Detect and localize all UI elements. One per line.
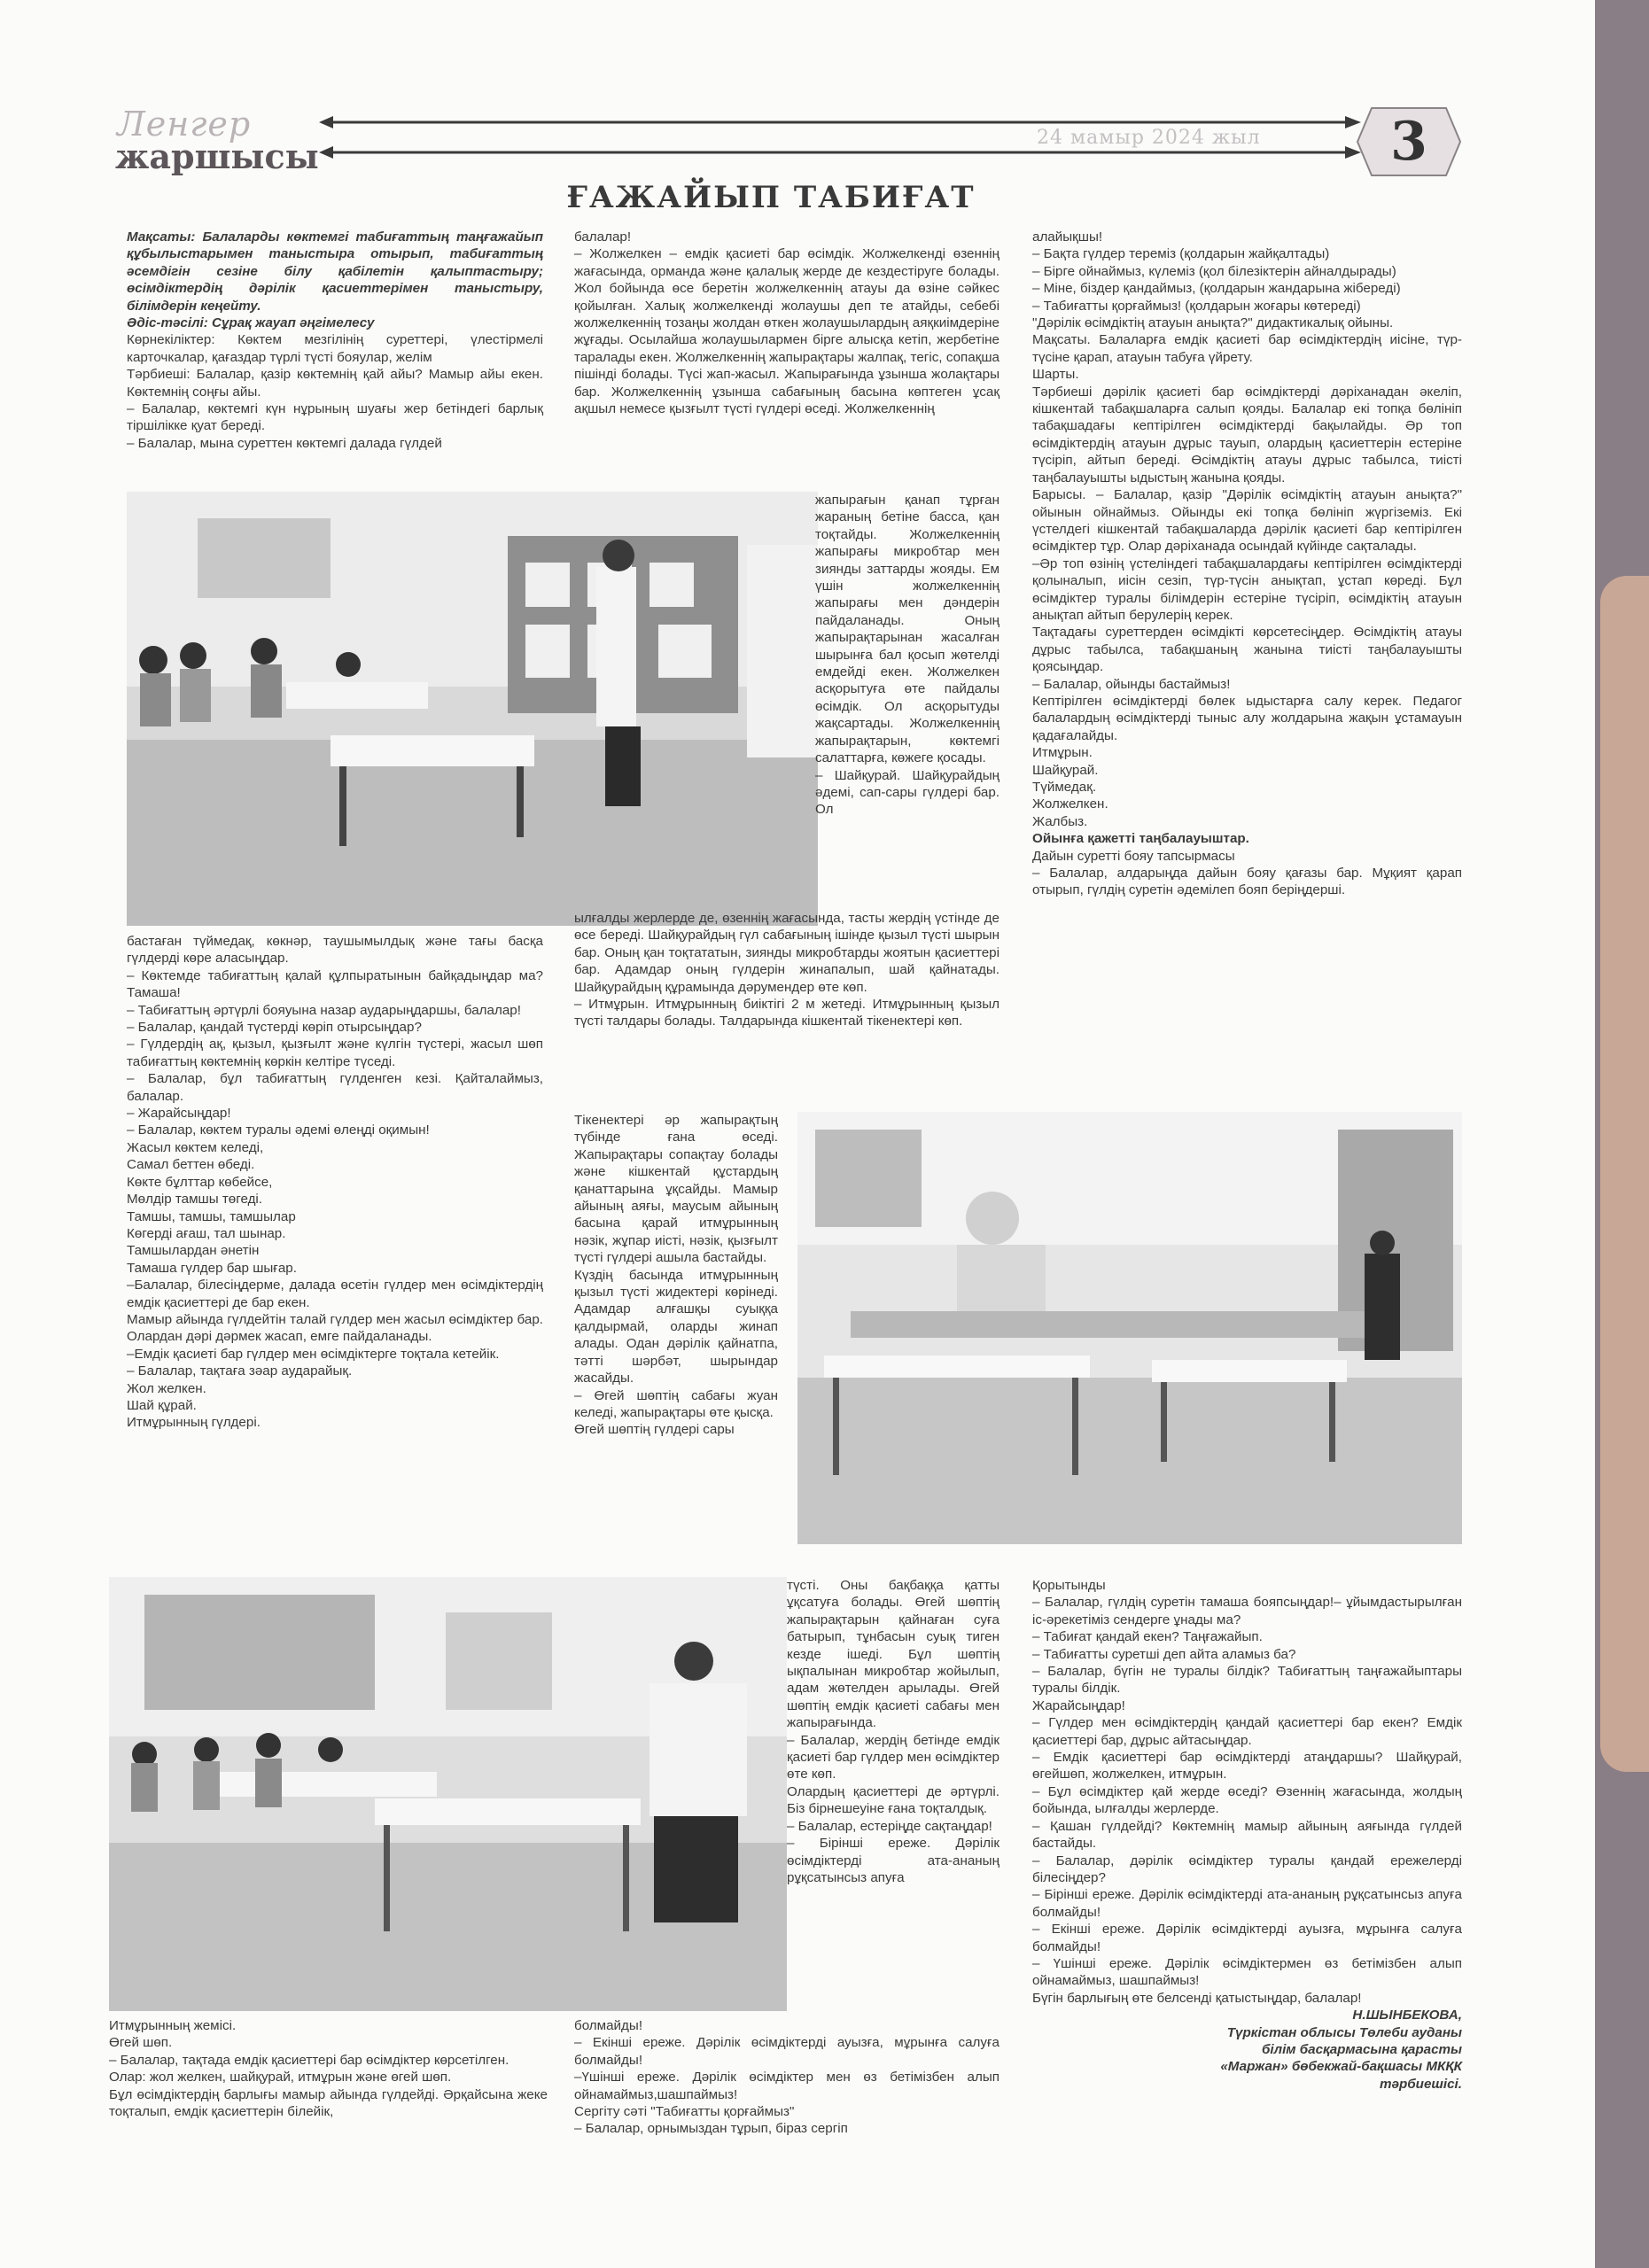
author-affiliation-2: білім басқармасына қарасты — [1262, 2041, 1462, 2057]
classroom-photo-1 — [127, 492, 818, 926]
paragraph: – Балалар, естеріңде сақтаңдар! — [787, 1818, 992, 1834]
goal-paragraph: Мақсаты: Балаларды көктемгі табиғаттың таңғажайып құбылыстарымен таныстыра отырып, табиғаттың әсемдігін сезіне білу қабілетін қалыптастыру; өсімдіктердің дәрілік қасиеттерімен таныстыру, білімдерін кеңейту. — [127, 229, 543, 314]
list-item: Шай құрай. — [127, 1397, 197, 1413]
paragraph: – Бірге ойнаймыз, күлеміз (қол білезіктерін айналдырады) — [1032, 263, 1396, 279]
paragraph: Сергіту сәті "Табиғатты қорғаймыз" — [574, 2104, 795, 2120]
poem-line: Көкте бұлттар көбейсе, — [127, 1174, 273, 1190]
paragraph: Тікенектері әр жапырақтың түбінде ғана өседі. Жапырақтары сопақтау болады және кішкентай құстардың қанаттарына ұқсайды. Мамыр айының аяғы, маусым айының басына қарай итмұрынның нәзік, жұпар иісті, нәзік, қызғылт түсті гүлдері ашыла бастайды. — [574, 1113, 778, 1266]
author-affiliation-4: тәрбиешісі. — [1380, 2076, 1462, 2092]
author-affiliation-1: Түркістан облысы Төлеби ауданы — [1226, 2024, 1462, 2040]
paragraph: – Бұл өсімдіктер қай жерде өседі? Өзеннің жағасында, жолдың бойында, ылғалды жерлерде. — [1032, 1783, 1462, 1817]
author-affiliation-3: «Маржан» бөбекжай-бақшасы МКҚК — [1220, 2059, 1462, 2075]
paragraph: – Бақта гүлдер тереміз (қолдарын жайқалтады) — [1032, 246, 1330, 262]
list-item: Жол желкен. — [127, 1380, 206, 1396]
paragraph: Мақсаты. Балаларға емдік қасиеті бар өсімдіктердің иісіне, түр-түсіне қарап, атауын табуға үйрету. — [1032, 332, 1462, 365]
paragraph: Олардың қасиеттері де әртүрлі. Біз бірнешеуіне ғана тоқталдық. — [787, 1783, 1000, 1817]
list-item: Шайқурай. — [1032, 762, 1099, 778]
paragraph: Бүгін барлығың өте белсенді қатыстыңдар, балалар! — [1032, 1990, 1362, 2006]
paragraph: Олар: жол желкен, шайқурай, итмұрын және өгей шөп. — [109, 2070, 452, 2085]
poem-line: Тамшылардан әнетін — [127, 1243, 260, 1259]
paragraph: – Екінші ереже. Дәрілік өсімдіктерді ауызға, мұрынға салуға болмайды! — [1032, 1922, 1462, 1954]
list-item: Жалбыз. — [1032, 813, 1088, 829]
paragraph: – Балалар, бұл табиғаттың гүлденген кезі. Қайталаймыз, балалар. — [127, 1071, 543, 1104]
paragraph: – Бірінші ереже. Дәрілік өсімдіктерді ата-ананың рұқсатынсыз апуға — [787, 1836, 1000, 1885]
subheading: Қорытынды — [1032, 1578, 1106, 1593]
col1-top — [127, 229, 543, 452]
paragraph: Жарайсыңдар! — [1032, 1697, 1125, 1713]
paragraph: – Балалар, тақтада емдік қасиеттері бар өсімдіктер көрсетілген. — [109, 2052, 509, 2068]
col2-narrow — [815, 492, 1000, 819]
paragraph: Күздің басында итмұрынның қызыл түсті жидектері көрінеді. Адамдар алғашқы суыққа қалдырмай, оларды жинап алады. Одан дәрілік қайнатпа, тәтті шәрбәт, шырындар жасайды. — [574, 1267, 778, 1386]
paragraph: – Үшінші ереже. Дәрілік өсімдіктермен өз бетімізбен алып ойнамаймыз, шашпаймыз! — [1032, 1955, 1462, 1989]
paragraph: – Өгей шөптің сабағы жуан келеді, жапырақтары өте қысқа. — [574, 1387, 778, 1420]
masthead-bottom: жаршысы — [115, 136, 319, 176]
paragraph: – Көктемде табиғаттың қалай құлпыратынын байқадыңдар ма? Тамаша! — [127, 967, 543, 1001]
col3-top — [1032, 229, 1462, 899]
list-item: Итмұрын. — [1032, 745, 1093, 761]
paragraph: – Балалар, жердің бетінде емдік қасиеті бар гүлдер мен өсімдіктер өте көп. — [787, 1732, 1000, 1783]
paragraph: – Екінші ереже. Дәрілік өсімдіктерді ауызға, мұрынға салуға болмайды! — [574, 2035, 1000, 2068]
paragraph: – Балалар, бүгін не туралы білдік? Табиғаттың таңғажайыптары туралы білдік. — [1032, 1664, 1462, 1697]
paragraph: Тәрбиеші дәрілік қасиеті бар өсімдіктерді дәріханадан әкеліп, кішкентай табақшаларға салып қояды. Балалар екі топқа бөлініп табақшадағы кептірілген өсімдіктерді бақылайды. Әр топ өсімдіктердің атауын дұрыс тауып, олардың қасиеттерін естеріне түсіріп, айтып береді. Өсімдіктің атауы дұрыс табылса, тиісті таңбалауышты ыдыстың жанына қояды. — [1032, 384, 1462, 485]
paragraph: – Бірінші ереже. Дәрілік өсімдіктерді ата-ананың рұқсатынсыз апуға болмайды! — [1032, 1887, 1462, 1920]
poem-line: Тамаша гүлдер бар шығар. — [127, 1260, 297, 1276]
game-title: "Дәрілік өсімдіктің атауын анықта?" дидактикалық ойыны. — [1032, 315, 1394, 331]
paragraph: түсті. Оны бақбаққа қатты ұқсатуға болады. Өгей шөптің жапырақтарын қайнаған суға батырып, тұнбасын суық тиген кезде ішеді. Бұл шөптің ықпалынан микробтар жойылып, адам жөтелден арылады. Өгей шөптің емдік қасиеті сабағы мен жапырағында. — [787, 1578, 1000, 1731]
list-item: Жолжелкен. — [1032, 796, 1108, 812]
paragraph: – Табиғатты қорғаймыз! (қолдарын жоғары көтереді) — [1032, 298, 1361, 314]
paragraph: – Табиғатты суретші деп айта аламыз ба? — [1032, 1646, 1296, 1662]
paragraph: – Табиғаттың әртүрлі бояуына назар аударыңдаршы, балалар! — [127, 1002, 521, 1018]
paragraph: – Итмұрын. Итмұрынның биіктігі 2 м жетеді. Итмұрынның қызыл түсті талдары болады. Талдарында кішкентай тікенектері көп. — [574, 997, 1000, 1029]
paragraph: –Балалар, білесіңдерме, далада өсетін гүлдер мен өсімдіктердің емдік қасиеттері де бар екен. — [127, 1278, 543, 1310]
paragraph: – Балалар, алдарыңда дайын бояу қағазы бар. Мұқият қарап отырып, гүлдің суретін әдемілеп бояп беріңдерші. — [1032, 866, 1462, 898]
paragraph: болмайды! — [574, 2018, 643, 2033]
hand-edge — [1600, 576, 1649, 1772]
paragraph: – Жолжелкен – емдік қасиеті бар өсімдік. Жолжелкенді өзеннің жағасында, орманда және қалалық жерде де кездестіруге болады. Жол бойында өсе беретін жолжелкеннің атауы да өзіне сәйкес қойылған. Халық жолжелкенді жолаушы деп те атайды, себебі жолжелкеннің тозаңы жолдан өткен жолаушылардың аяқкиімдеріне жұғады. Осылайша жолаушылармен бірге алысқа кетіп, жербетіне таралады екен. Жолжелкеннің жапырақтары жалпақ, тегіс, сопақша пішінді болады. Түсі жап-жасыл. Жапырағында ұзынша жолақтары бар. Жолжелкеннің ұзынша сабағының басына көптеген ұсақ ақшыл немесе қызғылт түсті гүлдері өседі. Жолжелкеннің — [574, 246, 1000, 417]
subheading: Ойынға қажетті таңбалауыштар. — [1032, 831, 1249, 847]
paragraph: алайықшы! — [1032, 229, 1103, 245]
col1-mid — [127, 933, 543, 1432]
paragraph: бастаған түймедақ, көкнәр, таушымылдық және тағы басқа гүлдерді көре аласыңдар. — [127, 934, 543, 967]
paragraph: – Балалар, орнымыздан тұрып, біраз сергіп — [574, 2121, 848, 2137]
list-item: Итмұрынның жемісі. — [109, 2018, 237, 2033]
paragraph: –Үшінші ереже. Дәрілік өсімдіктер мен өз бетімізбен алып ойнамаймыз,шашпаймыз! — [574, 2070, 1000, 2102]
poem-line: Самал беттен өбеді. — [127, 1157, 255, 1173]
paragraph: – Емдік қасиеттері бар өсімдіктерді атаңдаршы? Шайқурай, өгейшөп, жолжелкен, итмұрын. — [1032, 1750, 1462, 1783]
col1-bottom — [109, 2017, 548, 2120]
paragraph: Дайын суретті бояу тапсырмасы — [1032, 848, 1235, 864]
poem-line: Тамшы, тамшы, тамшылар — [127, 1208, 296, 1224]
list-item: Түймедақ. — [1032, 780, 1097, 795]
poem-line: Көгерді ағаш, тал шынар. — [127, 1225, 286, 1241]
col3-bottom — [1032, 1577, 1462, 2093]
col2-narrow-2 — [574, 1112, 778, 1439]
poem-line: Мөлдір тамшы төгеді. — [127, 1192, 263, 1208]
paragraph: Мамыр айында гүлдейтін талай гүлдер мен жасыл өсімдіктер бар. Олардан дәрі дәрмек жасап, емге пайдаланады. — [127, 1311, 543, 1345]
paragraph: – Балалар, гүлдің суретін тамаша бояпсыңдар!– ұйымдастырылған іс-әрекетіміз сендерге ұнады ма? — [1032, 1595, 1462, 1627]
paragraph: Тәрбиеші: Балалар, қазір көктемнің қай айы? Мамыр айы екен. Көктемнің соңғы айы. — [127, 367, 543, 400]
paragraph: – Балалар, мына суреттен көктемгі далада гүлдей — [127, 435, 442, 451]
paragraph: Өгей шөптің гүлдері сары — [574, 1422, 735, 1438]
paragraph: ылғалды жерлерде де, өзеннің жағасында, тасты жердің үстінде де өсе береді. Шайқурайдың гүл сабағының ішінде қызыл түсті шырын бар. Оның қан тоқтататын, зиянды микробтарды жоятын қасиеттері бар. Адамдар оның гүлдерін жинапалып, шай қайнатады. Шайқурайдың құрамында дәрумендер өте көп. — [574, 911, 1000, 995]
col2-bottom-narrow — [787, 1577, 1000, 1886]
col2-bottom — [574, 2017, 1000, 2138]
masthead — [106, 105, 337, 175]
paragraph: Бұл өсімдіктердің барлығы мамыр айында гүлдейді. Әрқайсына жеке тоқталып, емдік қасиеттерін білейік, — [109, 2086, 548, 2120]
paragraph: – Балалар, дәрілік өсімдіктер туралы қандай ережелерді білесіңдер? — [1032, 1852, 1462, 1885]
paragraph: жапырағын қанап тұрған жараның бетіне басса, қан тоқтайды. Жолжелкеннің жапырағы микробтар мен зиянды заттарды жояды. Ем үшін жолжелкеннің жапырағы мен дәндерін пайдаланады. Оның жапырақтарынан жасалған шырынға бал қосып жөтелді емдейді екен. Жолжелкен асқорытуға өте пайдалы өсімдік. Ол асқорытуды жақсартады. Жолжелкеннің жапырақтарын, көктемгі салаттарға, көжеге қосады. — [815, 493, 1000, 766]
list-item: Итмұрынның гүлдері. — [127, 1415, 261, 1431]
paragraph: – Гүлдер мен өсімдіктердің қандай қасиеттері бар екен? Емдік қасиеттері бар, дұрыс айтасыңдар. — [1032, 1715, 1462, 1748]
scan-background — [1595, 0, 1649, 2268]
list-item: Өгей шөп. — [109, 2035, 173, 2051]
paragraph: – Міне, біздер қандаймыз, (қолдарын жандарына жібереді) — [1032, 281, 1401, 297]
page-number-box — [1356, 105, 1462, 179]
paragraph: – Балалар, ойынды бастаймыз! — [1032, 676, 1231, 692]
col2-top — [574, 229, 1000, 417]
header-date: 24 мамыр 2024 жыл — [1037, 127, 1261, 149]
paragraph: Тақтадағы суреттерден өсімдікті көрсетесіңдер. Өсімдіктің атауы дұрыс табылса, табақшаның жанына тиісті таңбалауышты қоясыңдар. — [1032, 625, 1462, 675]
col2-mid — [574, 910, 1000, 1030]
paragraph: – Шайқурай. Шайқурайдың әдемі, сап-сары гүлдері бар. Ол — [815, 767, 1000, 818]
visuals-line: Көрнекіліктер: Көктем мезгілінің суреттері, үлестірмелі карточкалар, қағаздар түрлі түсті бояулар, желім — [127, 332, 543, 365]
paragraph: балалар! — [574, 229, 632, 245]
paragraph: – Балалар, қандай түстерді көріп отырсыңдар? — [127, 1020, 422, 1036]
paragraph: – Гүлдердің ақ, қызыл, қызғылт және күлгін түстері, жасыл шөп табиғаттың көктемнің көркін келтіре түседі. — [127, 1037, 543, 1069]
poem-line: Жасыл көктем келеді, — [127, 1139, 264, 1155]
classroom-photo-2 — [797, 1112, 1462, 1544]
paragraph: –Әр топ өзінің үстеліндегі табақшалардағы кептірілген өсімдіктерді қолыналып, иісін сезіп, түр-түсін анықтап, ұстап көреді. Бұл өсімдіктер туралы білімдерін естеріне түсіріп, өсімдіктің атауын анықтап айтып берулерің керек. — [1032, 555, 1462, 623]
paragraph: – Табиғат қандай екен? Таңғажайып. — [1032, 1629, 1263, 1645]
author-name: Н.ШЫНБЕКОВА, — [1352, 2008, 1462, 2023]
paragraph: – Балалар, көктемгі күн нұрының шуағы жер бетіндегі барлық тіршілікке қуат береді. — [127, 401, 543, 434]
paragraph: Барысы. – Балалар, қазір "Дәрілік өсімдіктің атауын анықта?" ойынын ойнаймыз. Ойынды екі топқа бөлініп жүргіземіз. Екі үстелдегі кішкентай табақшаларда дәрілік қасиеті бар кептірілген өсімдіктер тұр. Олар дәріханада осындай күйінде сақталады. — [1032, 487, 1462, 555]
classroom-photo-3 — [109, 1577, 787, 2011]
paragraph: – Қашан гүлдейді? Көктемнің мамыр айының аяғында гүлдей бастайды. — [1032, 1818, 1462, 1852]
method-line: Әдіс-тәсілі: Сұрақ жауап әңгімелесу — [127, 315, 375, 331]
masthead-top: Ленгер — [117, 105, 252, 144]
page-number: 3 — [1390, 111, 1427, 173]
paragraph: Кептірілген өсімдіктерді бөлек ыдыстарға салу керек. Педагог балалардың өсімдіктерді тыныс алу жолдарына жақын ұстамауын қадағалайды. — [1032, 693, 1462, 743]
article-title: ҒАЖАЙЫП ТАБИҒАТ — [566, 180, 976, 215]
paragraph: – Балалар, көктем туралы әдемі өлеңді оқимын! — [127, 1122, 430, 1138]
paragraph: –Емдік қасиеті бар гүлдер мен өсімдіктерге тоқтала кетейік. — [127, 1346, 500, 1362]
paragraph: Шарты. — [1032, 367, 1079, 383]
paragraph: – Балалар, тақтаға зәар аударайық. — [127, 1363, 353, 1379]
paragraph: – Жарайсыңдар! — [127, 1106, 231, 1122]
